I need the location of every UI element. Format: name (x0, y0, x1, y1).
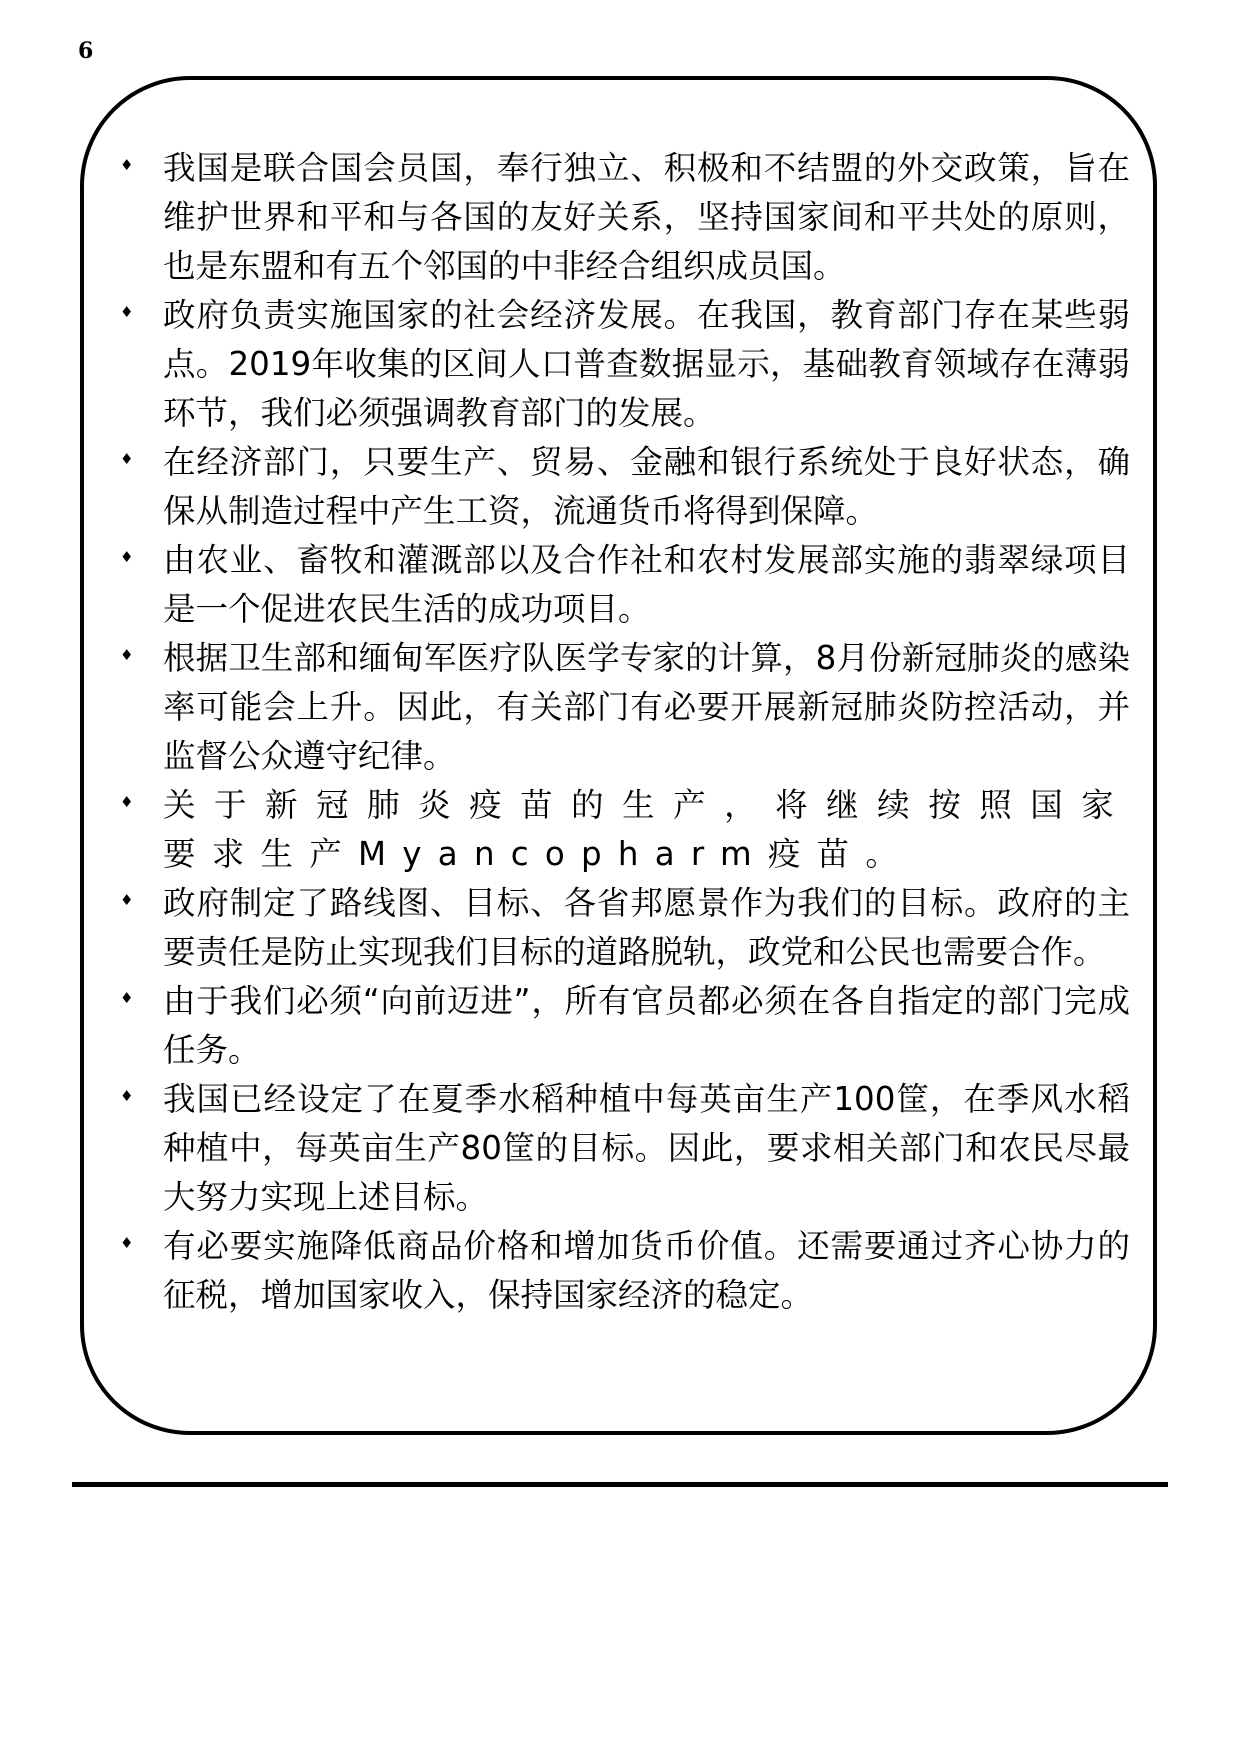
list-item (120, 438, 1130, 536)
diamond-bullet-icon: ♦ (120, 891, 134, 909)
bullet-text: 有必要实施降低商品价格和增加货币价值。还需要通过齐心协力的征税，增加国家收入，保持国家经济的稳定。 (163, 1227, 1130, 1314)
page-number: 6 (78, 38, 94, 64)
list-item (120, 1222, 1130, 1320)
diamond-bullet-icon: ♦ (120, 156, 134, 174)
diamond-bullet-icon: ♦ (120, 793, 134, 811)
list-item (120, 291, 1130, 438)
diamond-bullet-icon: ♦ (120, 989, 134, 1007)
diamond-bullet-icon: ♦ (120, 548, 134, 566)
list-item (120, 1075, 1130, 1222)
bullet-text: 根据卫生部和缅甸军医疗队医学专家的计算，8月份新冠肺炎的感染率可能会上升。因此，有关部门有必要开展新冠肺炎防控活动，并监督公众遵守纪律。 (163, 639, 1130, 775)
bullet-text: 在经济部门，只要生产、贸易、金融和银行系统处于良好状态，确保从制造过程中产生工资，流通货币将得到保障。 (163, 443, 1130, 530)
bullet-text: 我国是联合国会员国，奉行独立、积极和不结盟的外交政策，旨在维护世界和平和与各国的友好关系，坚持国家间和平共处的原则，也是东盟和有五个邻国的中非经合组织成员国。 (163, 149, 1130, 285)
list-item (120, 781, 1130, 879)
diamond-bullet-icon: ♦ (120, 303, 134, 321)
bullet-text: 政府负责实施国家的社会经济发展。在我国，教育部门存在某些弱点。2019年收集的区间人口普查数据显示，基础教育领域存在薄弱环节，我们必须强调教育部门的发展。 (163, 296, 1130, 432)
list-item (120, 879, 1130, 977)
list-item (120, 634, 1130, 781)
footer-rule (72, 1482, 1168, 1487)
diamond-bullet-icon: ♦ (120, 450, 134, 468)
bullet-text: 我国已经设定了在夏季水稻种植中每英亩生产100筐，在季风水稻种植中，每英亩生产80筐的目标。因此，要求相关部门和农民尽最大努力实现上述目标。 (163, 1080, 1130, 1216)
diamond-bullet-icon: ♦ (120, 1087, 134, 1105)
diamond-bullet-icon: ♦ (120, 646, 134, 664)
list-item (120, 536, 1130, 634)
bullet-list (120, 144, 1130, 1320)
list-item (120, 144, 1130, 291)
bullet-text: 关于新冠肺炎疫苗的生产，将继续按照国家要求生产Myancopharm疫苗。 (163, 786, 1130, 873)
bullet-text: 政府制定了路线图、目标、各省邦愿景作为我们的目标。政府的主要责任是防止实现我们目标的道路脱轨，政党和公民也需要合作。 (163, 884, 1130, 971)
bullet-text: 由于我们必须“向前迈进”，所有官员都必须在各自指定的部门完成任务。 (163, 982, 1130, 1069)
diamond-bullet-icon: ♦ (120, 1234, 134, 1252)
list-item (120, 977, 1130, 1075)
bullet-text: 由农业、畜牧和灌溉部以及合作社和农村发展部实施的翡翠绿项目是一个促进农民生活的成功项目。 (163, 541, 1130, 628)
